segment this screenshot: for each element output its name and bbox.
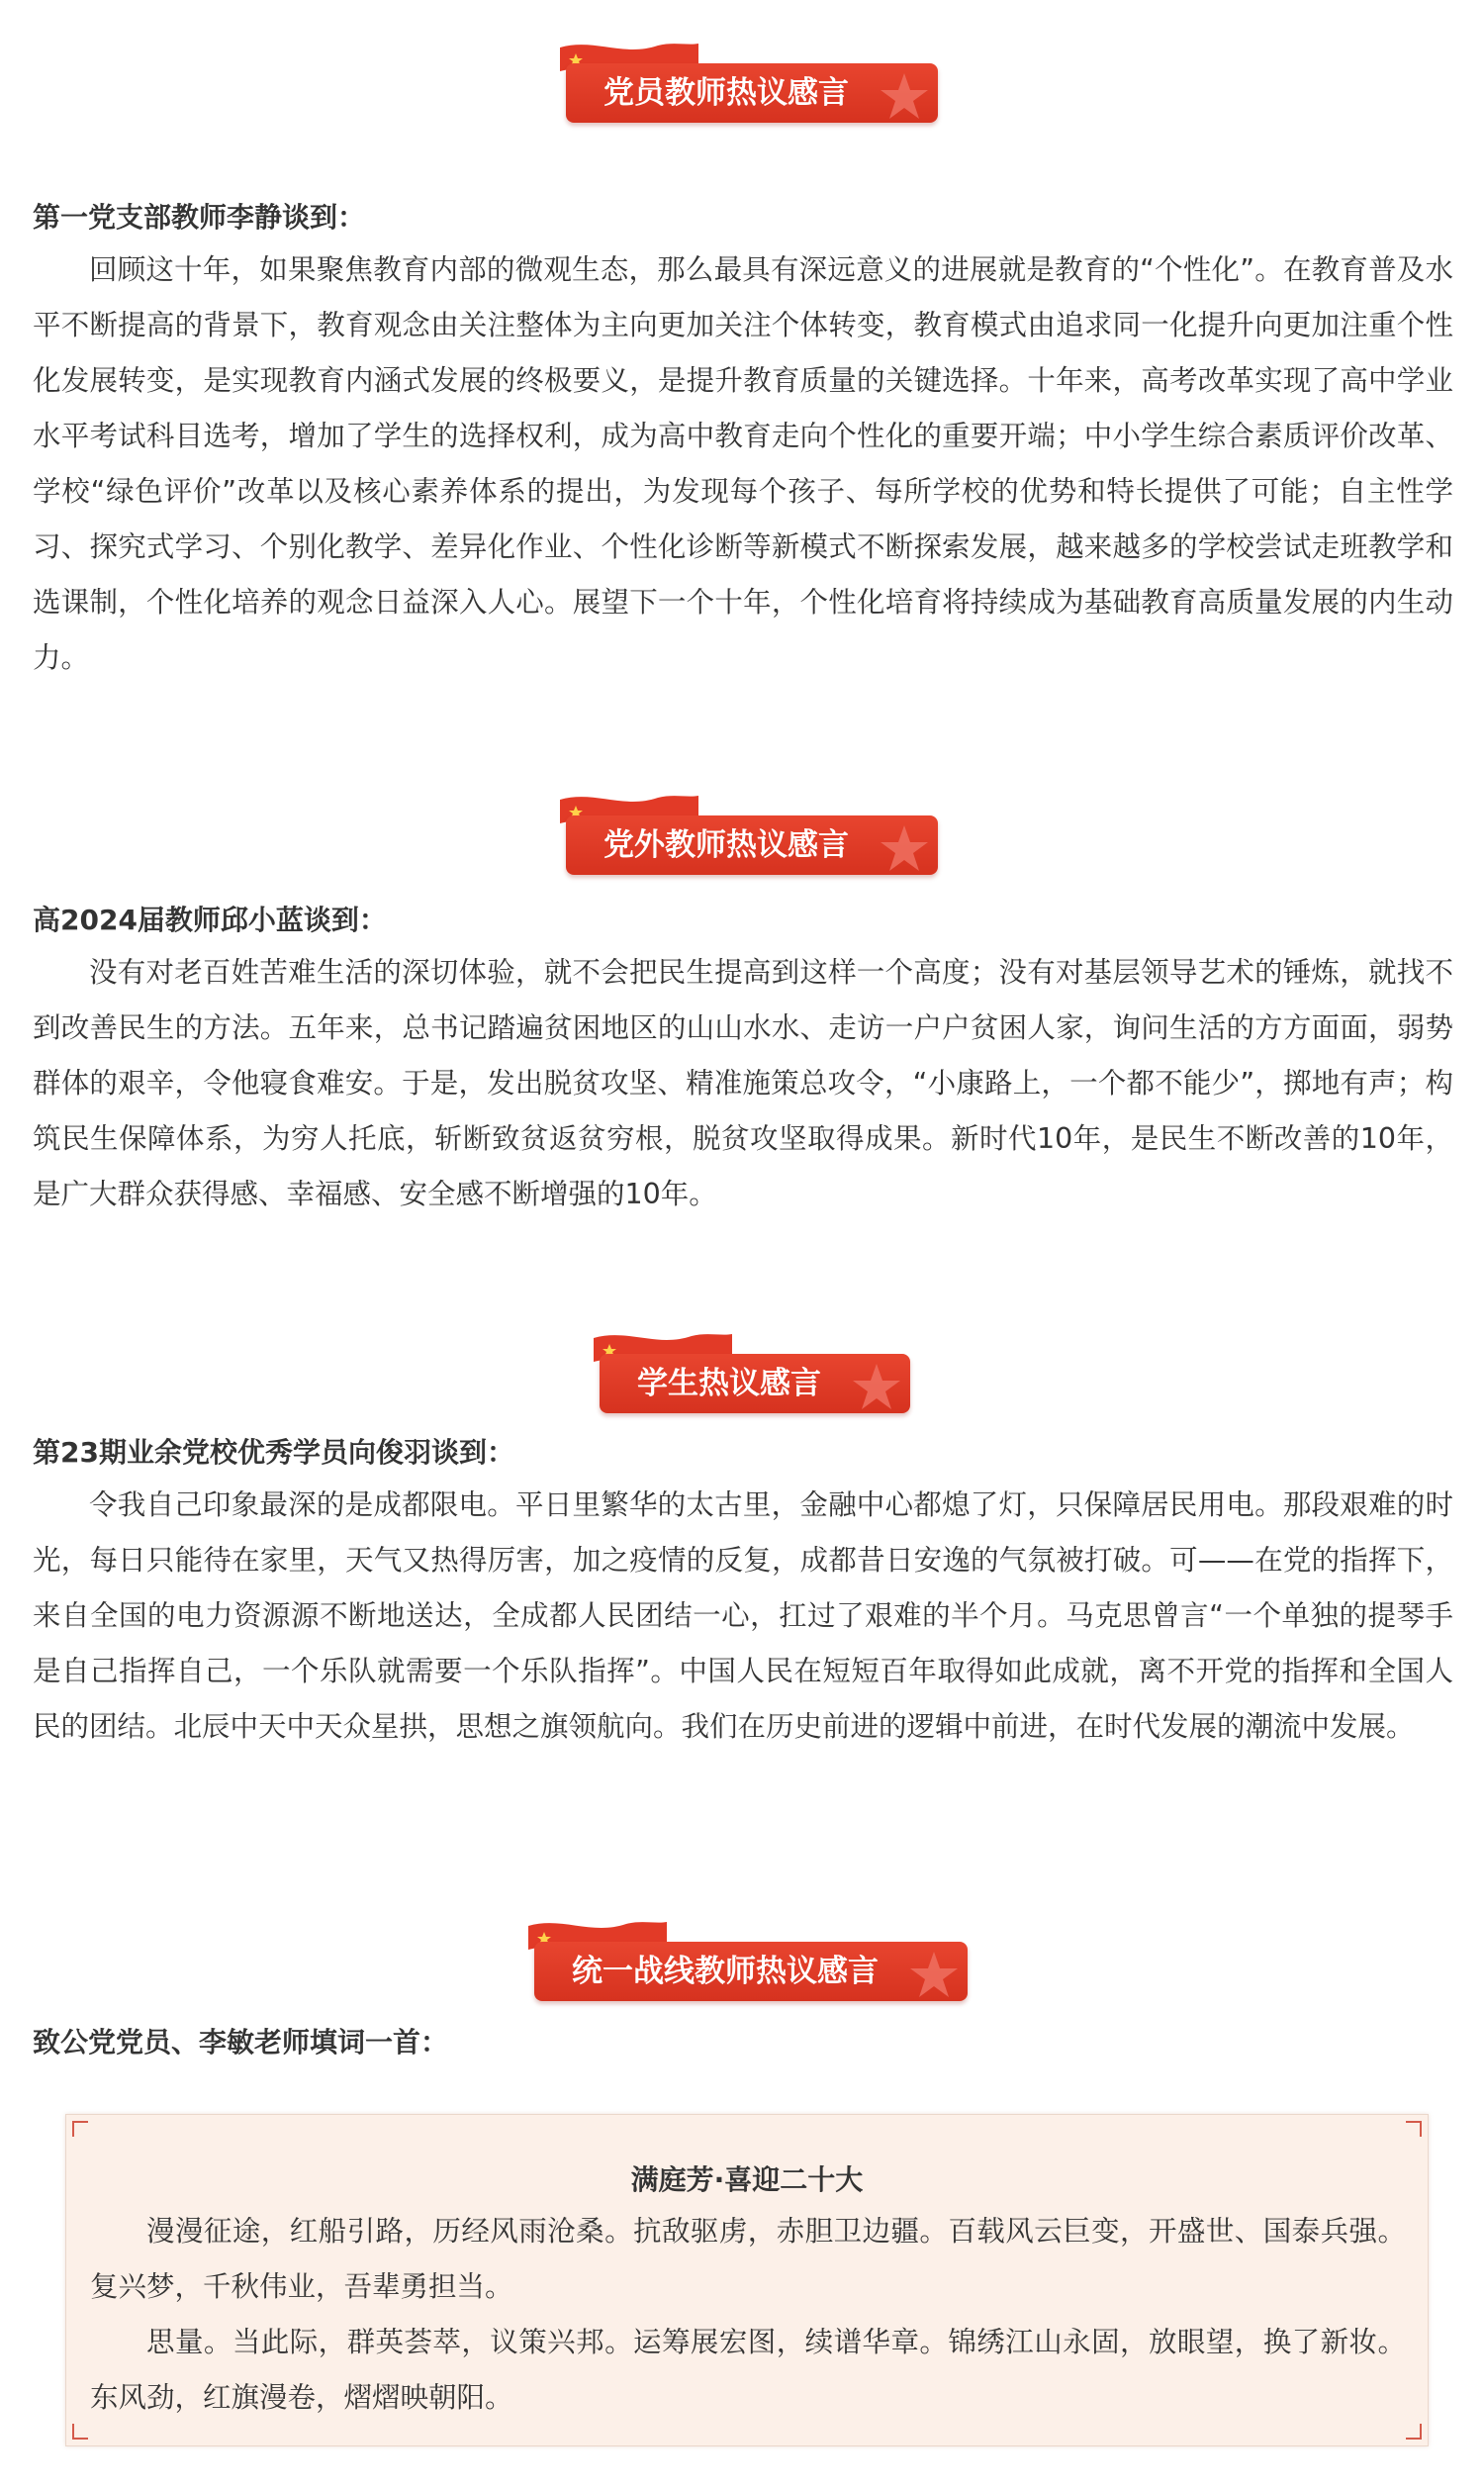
- speaker-line: 高2024届教师邱小蓝谈到：: [33, 904, 387, 936]
- star-icon: [877, 69, 932, 125]
- poem-card: [65, 2114, 1429, 2446]
- poem-stanza: 思量。当此际，群英荟萃，议策兴邦。运筹展宏图，续谱华章。锦绣江山永固，放眼望，换了新妆。东风劲，红旗漫卷，熠熠映朝阳。: [90, 2326, 1406, 2414]
- speaker-line: 致公党党员、李敏老师填词一首：: [33, 2026, 449, 2059]
- section-paragraph: 令我自己印象最深的是成都限电。平日里繁华的太古里，金融中心都熄了灯，只保障居民用电。那段艰难的时光，每日只能待在家里，天气又热得厉害，加之疫情的反复，成都昔日安逸的气氛被打破。可——在党的指挥下，来自全国的电力资源源不断地送达，全成都人民团结一心，扛过了艰难的半个月。马克思曾言“一个单独的提琴手是自己指挥自己，一个乐队就需要一个乐队指挥”。中国人民在短短百年取得如此成就，离不开党的指挥和全国人民的团结。北辰中天中天众星拱，思想之旗领航向。我们在历史前进的逻辑中前进，在时代发展的潮流中发展。: [33, 1488, 1453, 1743]
- star-icon: [849, 1360, 904, 1415]
- speaker-line: 第23期业余党校优秀学员向俊羽谈到：: [33, 1436, 514, 1469]
- corner-ornament: [72, 2424, 88, 2440]
- section-badge-label: 党外教师热议感言: [566, 815, 938, 875]
- poem-stanza: 漫漫征途，红船引路，历经风雨沧桑。抗敌驱虏，赤胆卫边疆。百载风云巨变，开盛世、国泰兵强。复兴梦，千秋伟业，吾辈勇担当。: [90, 2215, 1406, 2303]
- corner-ornament: [72, 2121, 88, 2137]
- star-icon: [906, 1948, 962, 2003]
- section-badge-label: 统一战线教师热议感言: [534, 1942, 968, 2001]
- corner-ornament: [1406, 2424, 1422, 2440]
- speaker-line: 第一党支部教师李静谈到：: [33, 201, 366, 234]
- section-badge-label: 党员教师热议感言: [566, 63, 938, 123]
- section-paragraph: 回顾这十年，如果聚焦教育内部的微观生态，那么最具有深远意义的进展就是教育的“个性化”。在教育普及水平不断提高的背景下，教育观念由关注整体为主向更加关注个体转变，教育模式由追求同一化提升向更加注重个性化发展转变，是实现教育内涵式发展的终极要义，是提升教育质量的关键选择。十年来，高考改革实现了高中学业水平考试科目选考，增加了学生的选择权利，成为高中教育走向个性化的重要开端；中小学生综合素质评价改革、学校“绿色评价”改革以及核心素养体系的提出，为发现每个孩子、每所学校的优势和特长提供了可能；自主性学习、探究式学习、个别化教学、差异化作业、个性化诊断等新模式不断探索发展，越来越多的学校尝试走班教学和选课制，个性化培养的观念日益深入人心。展望下一个十年，个性化培育将持续成为基础教育高质量发展的内生动力。: [33, 253, 1453, 674]
- section-paragraph: 没有对老百姓苦难生活的深切体验，就不会把民生提高到这样一个高度；没有对基层领导艺术的锤炼，就找不到改善民生的方法。五年来，总书记踏遍贫困地区的山山水水、走访一户户贫困人家，询问生活的方方面面，弱势群体的艰辛，令他寝食难安。于是，发出脱贫攻坚、精准施策总攻令，“小康路上，一个都不能少”，掷地有声；构筑民生保障体系，为穷人托底，斩断致贫返贫穷根，脱贫攻坚取得成果。新时代10年，是民生不断改善的10年，是广大群众获得感、幸福感、安全感不断增强的10年。: [33, 956, 1453, 1210]
- corner-ornament: [1406, 2121, 1422, 2137]
- section-badge-label: 学生热议感言: [600, 1354, 910, 1413]
- poem-title: 满庭芳·喜迎二十大: [630, 2163, 864, 2196]
- star-icon: [877, 821, 932, 877]
